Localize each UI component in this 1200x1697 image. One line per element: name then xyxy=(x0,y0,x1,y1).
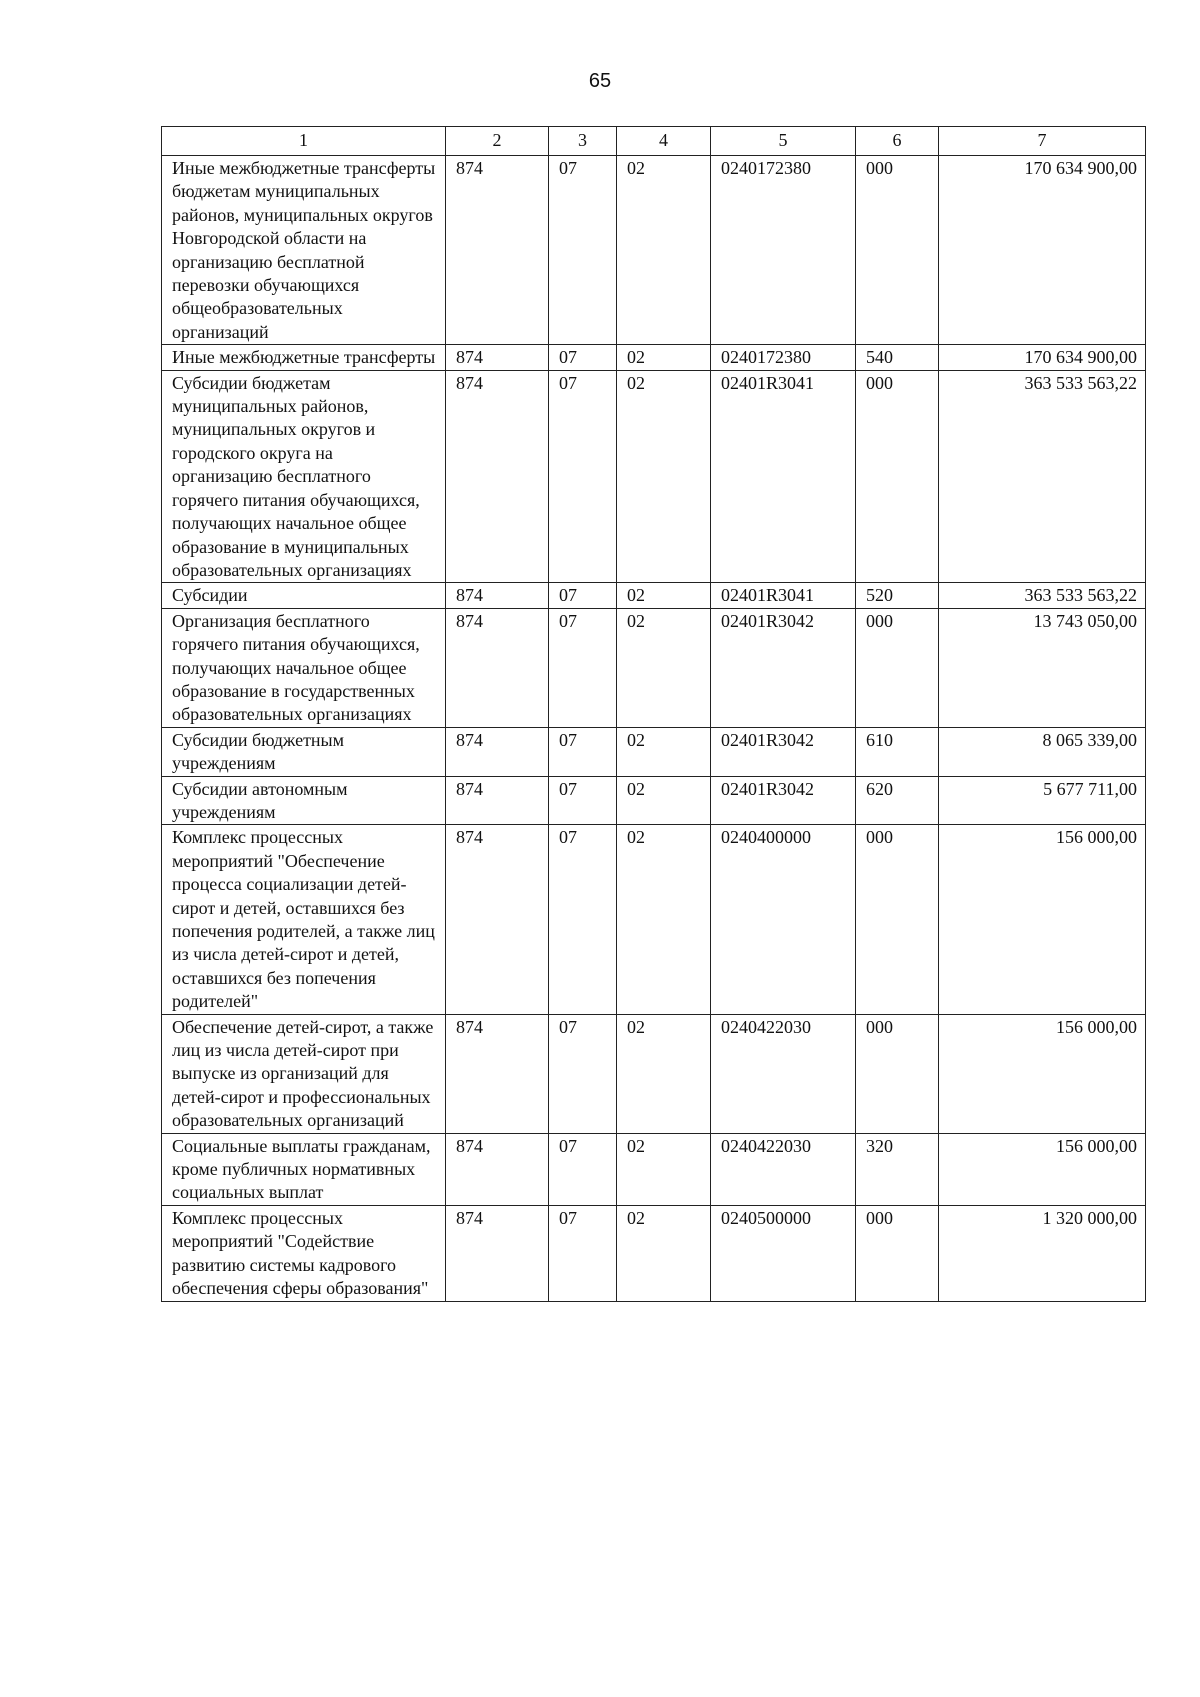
item-name-cell: Социальные выплаты гражданам, кроме публичных нормативных социальных выплат xyxy=(162,1133,446,1205)
expense-type-cell: 320 xyxy=(856,1133,939,1205)
section-cell: 07 xyxy=(549,156,617,345)
amount-cell: 363 533 563,22 xyxy=(939,370,1146,583)
subsection-cell: 02 xyxy=(617,1133,711,1205)
subsection-cell: 02 xyxy=(617,776,711,825)
amount-cell: 156 000,00 xyxy=(939,1133,1146,1205)
subsection-cell: 02 xyxy=(617,608,711,727)
table-header-row xyxy=(162,127,1146,156)
ministry-code-cell: 874 xyxy=(446,1133,549,1205)
item-name-cell: Комплекс процессных мероприятий "Содействие развитию системы кадрового обеспечения сферы образования" xyxy=(162,1205,446,1301)
amount-cell: 170 634 900,00 xyxy=(939,345,1146,370)
table-row xyxy=(162,1205,1146,1301)
expense-type-cell: 520 xyxy=(856,583,939,608)
item-name-cell: Субсидии автономным учреждениям xyxy=(162,776,446,825)
page-number: 65 xyxy=(588,70,612,92)
amount-cell: 8 065 339,00 xyxy=(939,727,1146,776)
expense-type-cell: 000 xyxy=(856,1014,939,1133)
amount-cell: 13 743 050,00 xyxy=(939,608,1146,727)
amount-cell: 156 000,00 xyxy=(939,825,1146,1014)
subsection-cell: 02 xyxy=(617,370,711,583)
ministry-code-cell: 874 xyxy=(446,608,549,727)
target-article-cell: 02401R3042 xyxy=(711,727,856,776)
expense-type-cell: 000 xyxy=(856,370,939,583)
table-row xyxy=(162,608,1146,727)
ministry-code-cell: 874 xyxy=(446,825,549,1014)
ministry-code-cell: 874 xyxy=(446,1205,549,1301)
ministry-code-cell: 874 xyxy=(446,727,549,776)
header-cell: 4 xyxy=(617,127,711,156)
ministry-code-cell: 874 xyxy=(446,583,549,608)
subsection-cell: 02 xyxy=(617,156,711,345)
header-cell: 3 xyxy=(549,127,617,156)
item-name-cell: Комплекс процессных мероприятий "Обеспечение процесса социализации детей-сирот и детей, оставшихся без попечения родителей, а также лиц из числа детей-сирот и детей, оставшихся без попечения родителей" xyxy=(162,825,446,1014)
expense-type-cell: 000 xyxy=(856,1205,939,1301)
table-row xyxy=(162,583,1146,608)
header-cell: 6 xyxy=(856,127,939,156)
ministry-code-cell: 874 xyxy=(446,1014,549,1133)
amount-cell: 5 677 711,00 xyxy=(939,776,1146,825)
subsection-cell: 02 xyxy=(617,727,711,776)
header-cell: 2 xyxy=(446,127,549,156)
table-row xyxy=(162,156,1146,345)
table-row xyxy=(162,727,1146,776)
item-name-cell: Субсидии бюджетным учреждениям xyxy=(162,727,446,776)
table-row xyxy=(162,1133,1146,1205)
section-cell: 07 xyxy=(549,776,617,825)
expense-type-cell: 540 xyxy=(856,345,939,370)
section-cell: 07 xyxy=(549,345,617,370)
section-cell: 07 xyxy=(549,1133,617,1205)
section-cell: 07 xyxy=(549,825,617,1014)
subsection-cell: 02 xyxy=(617,825,711,1014)
target-article-cell: 0240422030 xyxy=(711,1014,856,1133)
expense-type-cell: 000 xyxy=(856,156,939,345)
ministry-code-cell: 874 xyxy=(446,370,549,583)
item-name-cell: Обеспечение детей-сирот, а также лиц из числа детей-сирот при выпуске из организаций для детей-сирот и профессиональных образовательных организаций xyxy=(162,1014,446,1133)
section-cell: 07 xyxy=(549,1205,617,1301)
target-article-cell: 0240172380 xyxy=(711,156,856,345)
target-article-cell: 0240400000 xyxy=(711,825,856,1014)
target-article-cell: 02401R3041 xyxy=(711,583,856,608)
amount-cell: 1 320 000,00 xyxy=(939,1205,1146,1301)
table-row xyxy=(162,345,1146,370)
amount-cell: 170 634 900,00 xyxy=(939,156,1146,345)
item-name-cell: Организация бесплатного горячего питания обучающихся, получающих начальное общее образование в государственных образовательных организациях xyxy=(162,608,446,727)
expense-type-cell: 610 xyxy=(856,727,939,776)
target-article-cell: 0240500000 xyxy=(711,1205,856,1301)
item-name-cell: Субсидии xyxy=(162,583,446,608)
expense-type-cell: 000 xyxy=(856,825,939,1014)
subsection-cell: 02 xyxy=(617,583,711,608)
expense-type-cell: 000 xyxy=(856,608,939,727)
amount-cell: 156 000,00 xyxy=(939,1014,1146,1133)
target-article-cell: 02401R3041 xyxy=(711,370,856,583)
expense-type-cell: 620 xyxy=(856,776,939,825)
ministry-code-cell: 874 xyxy=(446,776,549,825)
amount-cell: 363 533 563,22 xyxy=(939,583,1146,608)
section-cell: 07 xyxy=(549,1014,617,1133)
subsection-cell: 02 xyxy=(617,345,711,370)
section-cell: 07 xyxy=(549,608,617,727)
subsection-cell: 02 xyxy=(617,1014,711,1133)
table-row xyxy=(162,776,1146,825)
target-article-cell: 0240172380 xyxy=(711,345,856,370)
target-article-cell: 02401R3042 xyxy=(711,776,856,825)
table-row xyxy=(162,370,1146,583)
item-name-cell: Иные межбюджетные трансферты бюджетам муниципальных районов, муниципальных округов Новгородской области на организацию бесплатной перевозки обучающихся общеобразовательных организаций xyxy=(162,156,446,345)
subsection-cell: 02 xyxy=(617,1205,711,1301)
target-article-cell: 02401R3042 xyxy=(711,608,856,727)
section-cell: 07 xyxy=(549,727,617,776)
section-cell: 07 xyxy=(549,370,617,583)
table-row xyxy=(162,825,1146,1014)
target-article-cell: 0240422030 xyxy=(711,1133,856,1205)
header-cell: 5 xyxy=(711,127,856,156)
header-cell: 1 xyxy=(162,127,446,156)
budget-table xyxy=(161,126,1146,1302)
ministry-code-cell: 874 xyxy=(446,345,549,370)
section-cell: 07 xyxy=(549,583,617,608)
item-name-cell: Субсидии бюджетам муниципальных районов, муниципальных округов и городского округа на организацию бесплатного горячего питания обучающихся, получающих начальное общее образование в муниципальных образовательных организациях xyxy=(162,370,446,583)
header-cell: 7 xyxy=(939,127,1146,156)
item-name-cell: Иные межбюджетные трансферты xyxy=(162,345,446,370)
table-row xyxy=(162,1014,1146,1133)
ministry-code-cell: 874 xyxy=(446,156,549,345)
